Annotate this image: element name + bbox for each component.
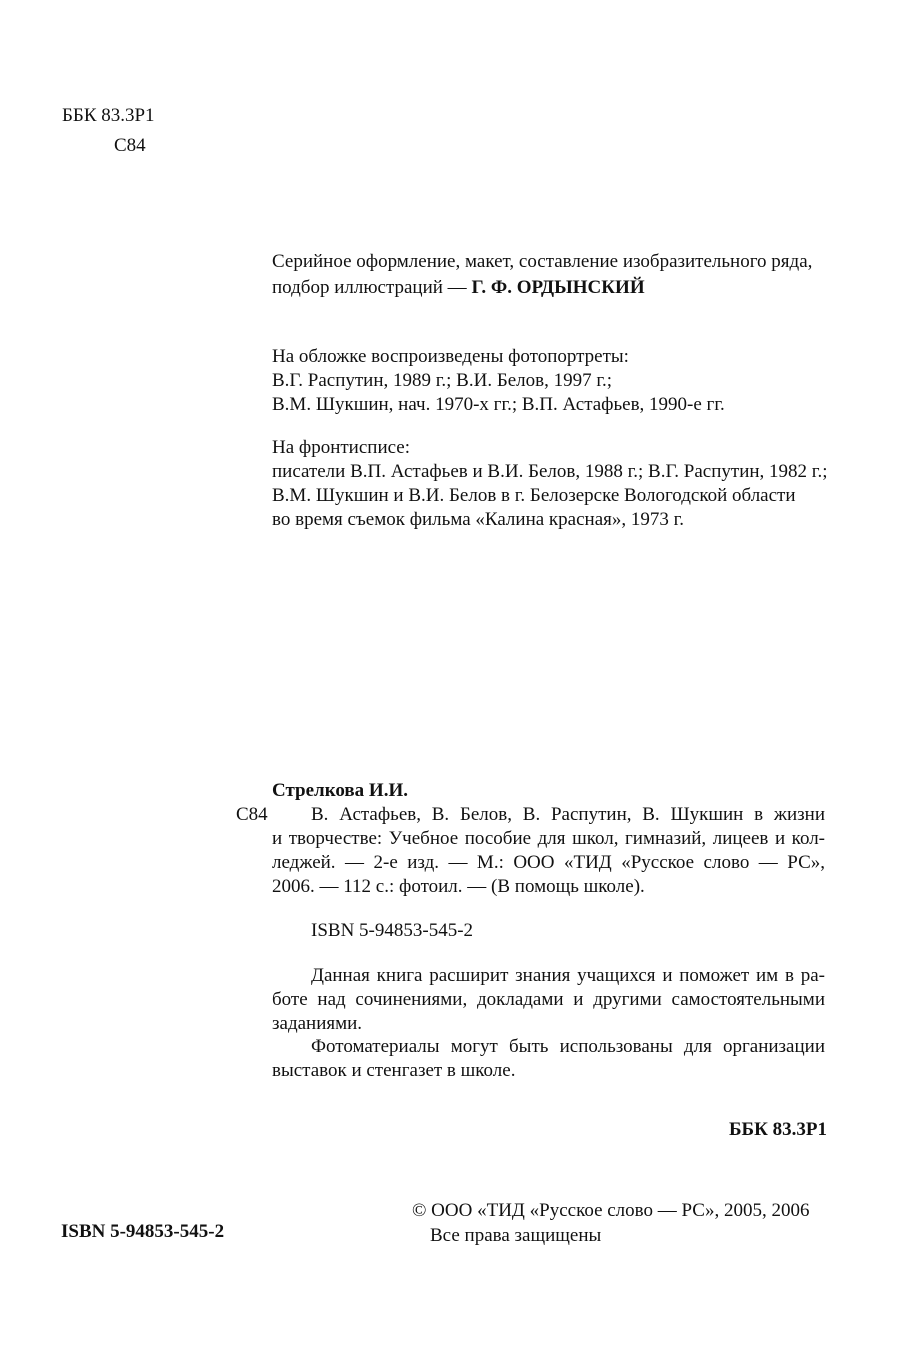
annotation2-line-2: выставок и стенгазет в школе.	[272, 1060, 516, 1081]
annotation-text: Данная книга расширит знания учащихся и поможет им в ра-	[311, 965, 825, 986]
catalog-author: Стрелкова И.И.	[272, 780, 408, 801]
annotation-text: боте над сочинениями, докладами и другими самостоятельными	[272, 989, 825, 1010]
cover-note	[272, 345, 725, 417]
cover-note-line: В.М. Шукшин, нач. 1970-х гг.; В.П. Астафьев, 1990-е гг.	[272, 394, 725, 415]
author-mark-top: С84	[114, 135, 146, 156]
frontispiece-note-line: во время съемок фильма «Калина красная», 1973 г.	[272, 509, 685, 530]
frontispiece-note-line: В.М. Шукшин и В.И. Белов в г. Белозерске Вологодской области	[272, 485, 796, 506]
annotation2-text: Фотоматериалы могут быть использованы для организации	[311, 1036, 825, 1057]
rights-reserved: Все права защищены	[430, 1225, 602, 1246]
annotation2-line-1	[311, 1035, 825, 1059]
design-credit-line2	[272, 276, 645, 300]
frontispiece-note	[272, 436, 827, 532]
catalog-description-line-1	[311, 803, 825, 827]
catalog-description-text: леджей. — 2-е изд. — М.: ООО «ТИД «Русское слово — РС»,	[272, 852, 825, 873]
design-credit-line1: Серийное оформление, макет, составление изобразительного ряда,	[272, 251, 813, 272]
catalog-description-text: В. Астафьев, В. Белов, В. Распутин, В. Шукшин в жизни	[311, 804, 825, 825]
catalog-description-text: и творчестве: Учебное пособие для школ, гимназий, лицеев и кол-	[272, 828, 825, 849]
annotation-line-2	[272, 988, 825, 1012]
catalog-description-line-4: 2006. — 112 с.: фотоил. — (В помощь школе).	[272, 876, 645, 897]
copyright: © ООО «ТИД «Русское слово — РС», 2005, 2006	[412, 1200, 810, 1221]
catalog-description-line-3	[272, 851, 825, 875]
catalog-description-line-2	[272, 827, 825, 851]
annotation-line-1	[311, 964, 825, 988]
designer-name: Г. Ф. ОРДЫНСКИЙ	[471, 277, 645, 298]
catalog-bbk: ББК 83.3Р1	[728, 1119, 827, 1140]
frontispiece-note-line: писатели В.П. Астафьев и В.И. Белов, 1988 г.; В.Г. Распутин, 1982 г.;	[272, 461, 828, 482]
cover-note-line: На обложке воспроизведены фотопортреты:	[272, 346, 629, 367]
frontispiece-note-line: На фронтисписе:	[272, 437, 411, 458]
cover-note-line: В.Г. Распутин, 1989 г.; В.И. Белов, 1997 г.;	[272, 370, 613, 391]
annotation-line-3: заданиями.	[272, 1013, 363, 1034]
footer-isbn: ISBN 5-94853-545-2	[61, 1221, 225, 1242]
design-credit-prefix: подбор иллюстраций —	[272, 277, 472, 298]
catalog-isbn: ISBN 5-94853-545-2	[311, 920, 474, 941]
catalog-mark: С84	[236, 804, 268, 825]
bbk-index-top: ББК 83.3Р1	[62, 105, 155, 126]
